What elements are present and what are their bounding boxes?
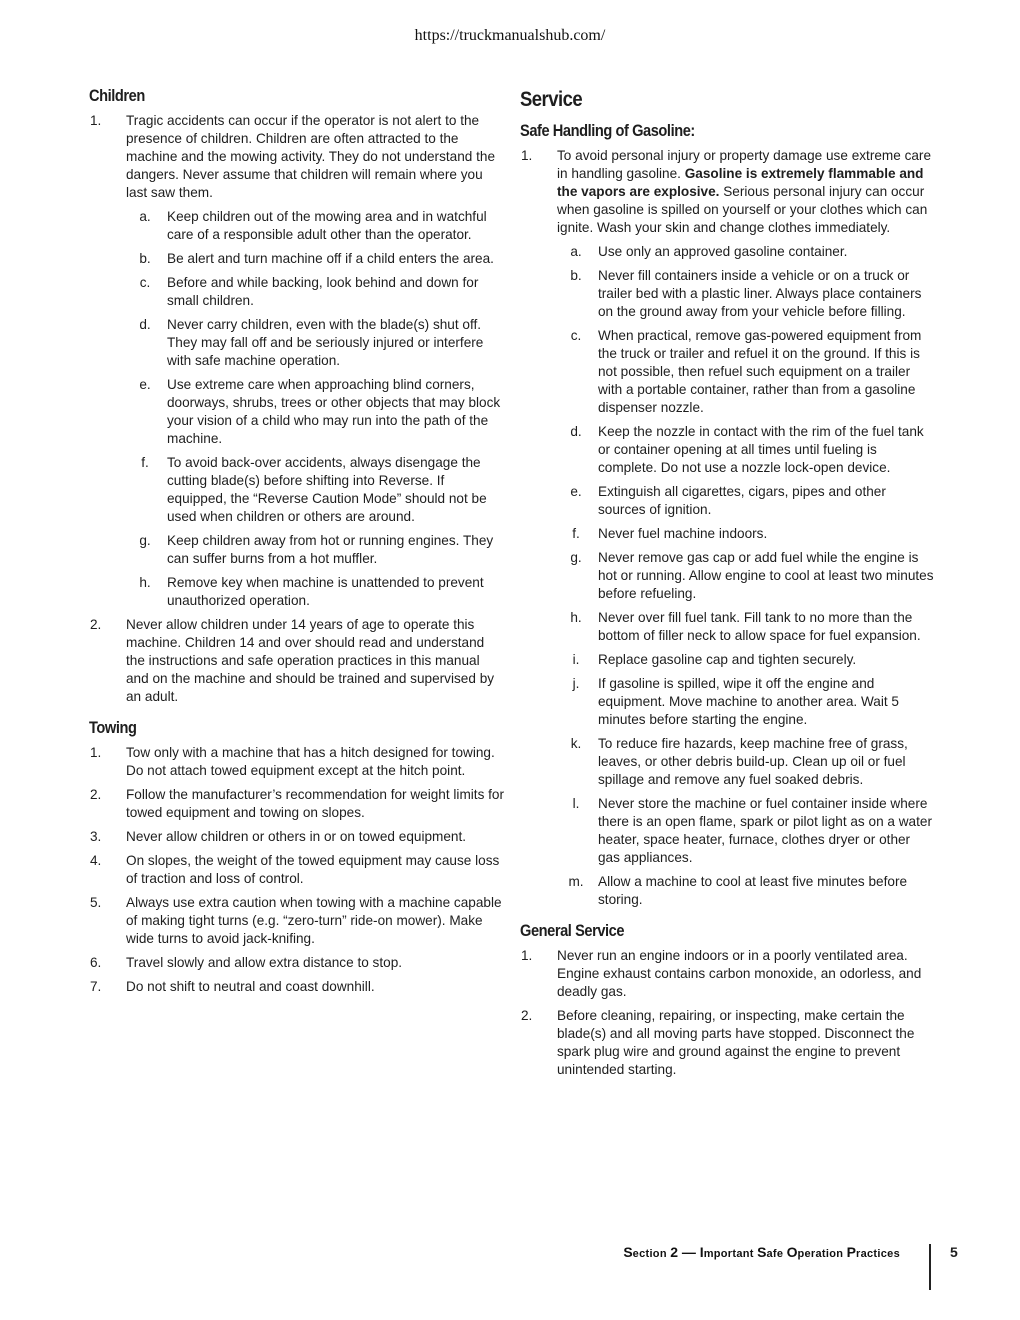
footer-text: P: [846, 1244, 856, 1260]
sub-letter: b.: [570, 268, 582, 283]
list-item: [89, 894, 504, 948]
sub-item: [89, 454, 504, 526]
item-number: 3.: [90, 829, 102, 844]
sub-letter: m.: [568, 874, 584, 889]
sub-text: Keep children away from hot or running engines. They can suffer burns from a hot muffler.: [167, 533, 494, 566]
footer-text: ection: [632, 1248, 671, 1260]
sub-text: Remove key when machine is unattended to prevent unauthorized operation.: [167, 575, 484, 608]
sub-letter: b.: [139, 251, 151, 266]
sub-text: Never remove gas cap or add fuel while the engine is hot or running. Allow engine to cool at least two minutes before refueling.: [598, 550, 934, 601]
item-text: Follow the manufacturer’s recommendation for weight limits for towed equipment and towing on slopes.: [126, 787, 505, 820]
footer-text: O: [786, 1244, 798, 1260]
item-number: 1.: [521, 948, 533, 963]
sub-letter: f.: [141, 455, 149, 470]
section-towing: [89, 718, 504, 996]
sub-item: [89, 532, 504, 568]
sub-text: Before and while backing, look behind and down for small children.: [167, 275, 479, 308]
item-number: 2.: [90, 617, 102, 632]
item-number: 1.: [90, 113, 102, 128]
sub-item: [89, 208, 504, 244]
item-number: 2.: [521, 1008, 533, 1023]
left-column: [89, 86, 504, 1008]
sub-letter: i.: [572, 652, 580, 667]
item-text: [557, 147, 935, 237]
sub-text: To avoid back-over accidents, always disengage the cutting blade(s) before shifting into Reverse. If equipped, the “Reverse Caution Mode” should not be used when children or others are around.: [167, 455, 487, 524]
item-text: Do not shift to neutral and coast downhill.: [126, 979, 375, 994]
sub-text: Allow a machine to cool at least five minutes before storing.: [598, 874, 908, 907]
item-number: 6.: [90, 955, 102, 970]
sub-letter: c.: [139, 275, 151, 290]
list-item: [89, 744, 504, 780]
right-column: [520, 88, 935, 1091]
sub-letter: a.: [570, 244, 582, 259]
sub-text: Use only an approved gasoline container.: [598, 244, 848, 259]
sub-text: If gasoline is spilled, wipe it off the engine and equipment. Move machine to another area. Wait 5 minutes before starting the engine.: [598, 676, 899, 727]
footer-text: S: [757, 1244, 767, 1260]
footer-divider: [929, 1244, 931, 1290]
sub-item: [520, 267, 935, 321]
item-text: Never allow children or others in or on towed equipment.: [126, 829, 467, 844]
sub-letter: e.: [570, 484, 582, 499]
heading-general-service: General Service: [520, 921, 625, 940]
heading-service: Service: [520, 88, 583, 111]
sub-letter: e.: [139, 377, 151, 392]
list-item: [89, 112, 504, 202]
sub-text: Never fuel machine indoors.: [598, 526, 768, 541]
sub-item: [520, 609, 935, 645]
sub-text: Never fill containers inside a vehicle or on a truck or trailer bed with a plastic liner. Always place containers on the ground away from your vehicle before filling.: [598, 268, 922, 319]
item-text: Tragic accidents can occur if the operator is not alert to the presence of children. Children are often attracted to the machine and the mowing activity. They do not understand the dangers. Never assume that children will remain where you last saw them.: [126, 113, 496, 200]
item-text: Travel slowly and allow extra distance to stop.: [126, 955, 403, 970]
list-item: [89, 954, 504, 972]
sub-letter: f.: [572, 526, 580, 541]
sub-item: [520, 243, 935, 261]
section-footer: [0, 1244, 900, 1260]
sub-text: Never store the machine or fuel container inside where there is an open flame, spark or pilot light as on a water heater, space heater, furnace, clothes dryer or other gas appliances.: [598, 796, 932, 865]
sub-item: [520, 483, 935, 519]
sub-letter: c.: [570, 328, 582, 343]
sub-item: [520, 675, 935, 729]
sub-item: [520, 525, 935, 543]
sub-item: [520, 327, 935, 417]
sub-letter: h.: [570, 610, 582, 625]
sub-item: [89, 250, 504, 268]
list-item: [520, 147, 935, 237]
sub-letter: a.: [139, 209, 151, 224]
sub-letter: h.: [139, 575, 151, 590]
sub-text: Never over fill fuel tank. Fill tank to no more than the bottom of filler neck to allow space for fuel expansion.: [598, 610, 921, 643]
list-item: [89, 616, 504, 706]
section-general-service: [520, 921, 935, 1079]
sub-letter: d.: [139, 317, 151, 332]
list-item: [89, 828, 504, 846]
sub-item: [89, 316, 504, 370]
sub-text: To reduce fire hazards, keep machine free of grass, leaves, or other debris build-up. Clean up oil or fuel spillage and remove any fuel soaked debris.: [598, 736, 908, 787]
sub-text: Keep the nozzle in contact with the rim of the fuel tank or container opening at all times until fueling is complete. Do not use a nozzle lock-open device.: [598, 424, 924, 475]
sub-text: When practical, remove gas-powered equipment from the truck or trailer and refuel it on the ground. If this is not possible, then refuel such equipment on a trailer with a portable container, rather than from a gasoline dispenser nozzle.: [598, 328, 922, 415]
footer-text: afe: [766, 1248, 787, 1260]
sub-item: [89, 574, 504, 610]
sub-letter: j.: [572, 676, 580, 691]
sub-letter: d.: [570, 424, 582, 439]
item-text: Tow only with a machine that has a hitch designed for towing. Do not attach towed equipment except at the hitch point.: [126, 745, 495, 778]
sub-letter: g.: [139, 533, 151, 548]
footer-text: mportant: [703, 1248, 758, 1260]
sub-text: Keep children out of the mowing area and in watchful care of a responsible adult other than the operator.: [167, 209, 487, 242]
sub-letter: g.: [570, 550, 582, 565]
source-url: https://truckmanualshub.com/: [414, 27, 606, 44]
item-number: 4.: [90, 853, 102, 868]
item-number: 1.: [90, 745, 102, 760]
list-item: [89, 978, 504, 996]
item-number: 7.: [90, 979, 102, 994]
sub-text: Extinguish all cigarettes, cigars, pipes and other sources of ignition.: [598, 484, 886, 517]
sub-text: Replace gasoline cap and tighten securely.: [598, 652, 857, 667]
sub-item: [520, 423, 935, 477]
footer-text: peration: [797, 1248, 847, 1260]
sub-item: [520, 549, 935, 603]
list-item: [89, 786, 504, 822]
sub-item: [89, 376, 504, 448]
sub-text: Use extreme care when approaching blind corners, doorways, shrubs, trees or other objects that may block your vision of a child who may run into the path of the machine.: [167, 377, 501, 446]
sub-item: [520, 735, 935, 789]
sub-item: [520, 795, 935, 867]
item-number: 2.: [90, 787, 102, 802]
item-text: Never allow children under 14 years of age to operate this machine. Children 14 and over should read and understand the instructions and safe operation practices in this manual and on the machine and should be trained and supervised by an adult.: [126, 617, 495, 704]
sub-letter: k.: [570, 736, 582, 751]
item-text: Always use extra caution when towing with a machine capable of making tight turns (e.g. “zero-turn” ride-on mower). Make wide turns to avoid jack-knifing.: [126, 895, 502, 946]
page-number: 5: [950, 1244, 958, 1260]
footer-text: 2 — I: [670, 1244, 704, 1260]
item-text: Before cleaning, repairing, or inspecting, make certain the blade(s) and all moving parts have stopped. Disconnect the spark plug wire and ground against the engine to prevent unintended starting.: [557, 1008, 915, 1077]
item-text: On slopes, the weight of the towed equipment may cause loss of traction and loss of control.: [126, 853, 500, 886]
sub-item: [520, 873, 935, 909]
section-gasoline: [520, 121, 935, 909]
sub-item: [520, 651, 935, 669]
heading-children: Children: [89, 86, 145, 105]
heading-towing: Towing: [89, 718, 137, 737]
footer-text: ractices: [856, 1248, 900, 1260]
item-number: 5.: [90, 895, 102, 910]
section-children: [89, 86, 504, 706]
list-item: [89, 852, 504, 888]
footer-text: S: [623, 1244, 633, 1260]
warning-text: Gasoline is extremely flammable and the vapors are explosive.: [557, 166, 924, 199]
item-text-part: To avoid personal injury or property damage use extreme care in handling gasoline.: [557, 148, 932, 181]
sub-text: Be alert and turn machine off if a child enters the area.: [167, 251, 494, 266]
sub-letter: l.: [572, 796, 580, 811]
heading-gasoline: Safe Handling of Gasoline:: [520, 121, 695, 140]
list-item: [520, 947, 935, 1001]
sub-text: Never carry children, even with the blade(s) shut off. They may fall off and be seriously injured or interfere with safe machine operation.: [167, 317, 484, 368]
item-number: 1.: [521, 148, 533, 163]
item-text: Never run an engine indoors or in a poorly ventilated area. Engine exhaust contains carbon monoxide, an odorless, and deadly gas.: [557, 948, 922, 999]
sub-item: [89, 274, 504, 310]
list-item: [520, 1007, 935, 1079]
item-text-part: Serious personal injury can occur when gasoline is spilled on yourself or your clothes which can ignite. Wash your skin and change clothes immediately.: [557, 184, 928, 235]
